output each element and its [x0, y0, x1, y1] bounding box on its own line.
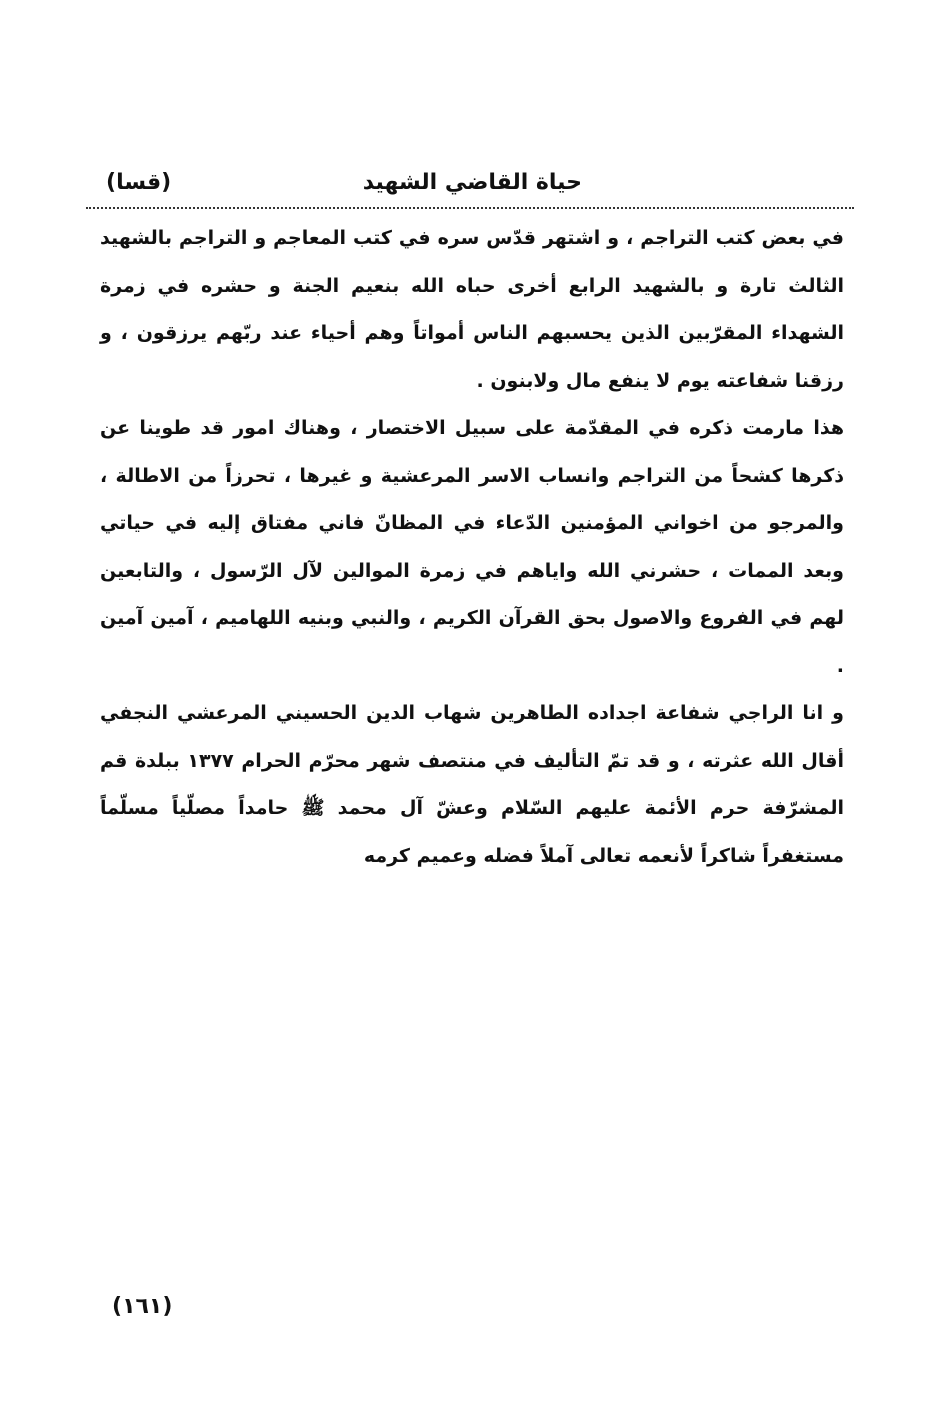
body-text: [100, 215, 844, 880]
header-dotted-rule: [86, 207, 854, 209]
paragraph-2: هذا مارمت ذكره في المقدّمة على سبيل الاختصار ، وهناك امور قد طوينا عن ذكرها كشحاً من التراجم وانساب الاسر المرعشية و غيرها ، تحرزاً من الاطالة ، والمرجو من اخواني المؤمنين الدّعاء في المظانّ فاني مفتاق إليه في حياتي وبعد الممات ، حشرني الله واياهم في زمرة الموالين لآل الرّسول ، والتابعين لهم في الفروع والاصول بحق القرآن الكريم ، والنبي وبنيه اللهاميم ، آمين آمين .: [100, 417, 844, 677]
header-title: حياة القاضي الشهيد: [362, 170, 582, 195]
paragraph-1: في بعض كتب التراجم ، و اشتهر قدّس سره في كتب المعاجم و التراجم بالشهيد الثالث تارة و بالشهيد الرابع أخرى حباه الله بنعيم الجنة و حشره في زمرة الشهداء المقرّبين الذين يحسبهم الناس أمواتاً وهم أحياء عند ربّهم يرزقون ، و رزقنا شفاعته يوم لا ينفع مال ولابنون .: [100, 227, 844, 392]
page-number: (١٦١): [112, 1294, 173, 1319]
header-page-code: (قسا): [106, 170, 172, 195]
running-header: [88, 168, 852, 202]
paragraph-3: و انا الراجي شفاعة اجداده الطاهرين شهاب الدين الحسيني المرعشي النجفي أقال الله عثرته ، و قد تمّ التأليف في منتصف شهر محرّم الحرام ١٣٧٧ ببلدة قم المشرّفة حرم الأئمة عليهم السّلام وعشّ آل محمد ﷺ حامداً مصلّياً مسلّماً مستغفراً شاكراً لأنعمه تعالى آملاً فضله وعميم كرمه: [100, 702, 844, 867]
